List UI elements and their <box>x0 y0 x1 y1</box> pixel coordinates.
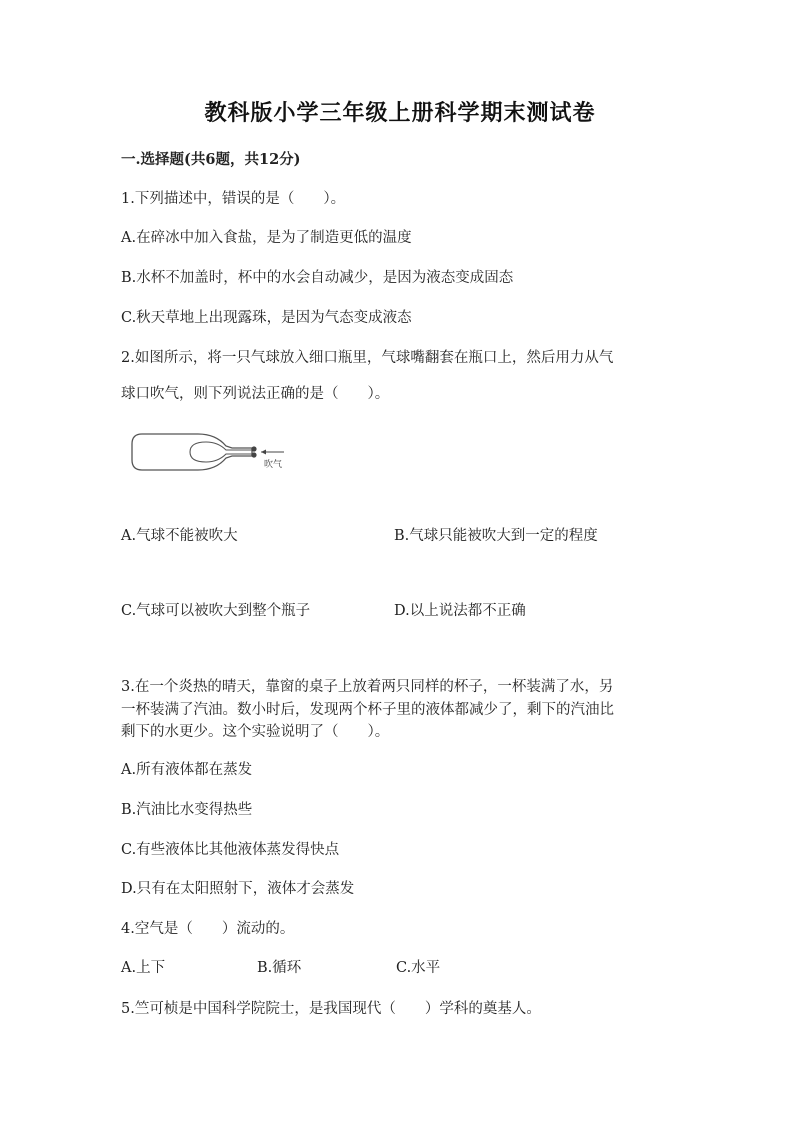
bottle-outline <box>132 434 252 470</box>
figure-label: 吹气 <box>264 460 283 470</box>
question-3-option-b: B.汽油比水变得热些 <box>121 802 253 818</box>
question-1-option-a: A.在碎冰中加入食盐，是为了制造更低的温度 <box>121 230 412 246</box>
question-3-option-c: C.有些液体比其他液体蒸发得快点 <box>121 842 340 858</box>
question-4-option-b: B.循环 <box>257 960 302 976</box>
question-3-option-d: D.只有在太阳照射下，液体才会蒸发 <box>121 881 355 897</box>
balloon-outline <box>190 442 252 462</box>
balloon-bottle-figure <box>128 428 298 478</box>
page-title: 教科版小学三年级上册科学期末测试卷 <box>204 100 596 126</box>
question-5-stem: 5.竺可桢是中国科学院院士，是我国现代（ ）学科的奠基人。 <box>121 1001 541 1017</box>
question-1-option-c: C.秋天草地上出现露珠，是因为气态变成液态 <box>121 310 412 326</box>
question-4-stem: 4.空气是（ ）流动的。 <box>121 921 295 937</box>
question-2-option-d: D.以上说法都不正确 <box>394 603 526 619</box>
question-3-stem-line-2: 一杯装满了汽油。数小时后，发现两个杯子里的液体都减少了，剩下的汽油比 <box>121 702 614 718</box>
section-heading: 一.选择题(共6题，共12分) <box>121 151 301 168</box>
question-2-option-c: C.气球可以被吹大到整个瓶子 <box>121 603 311 619</box>
question-4-option-c: C.水平 <box>396 960 441 976</box>
question-2-option-a: A.气球不能被吹大 <box>121 528 238 544</box>
question-2-stem-line-2: 球口吹气，则下列说法正确的是（ ）。 <box>121 386 390 402</box>
question-2-stem-line-1: 2.如图所示，将一只气球放入细口瓶里，气球嘴翻套在瓶口上，然后用力从气 <box>121 350 614 366</box>
balloon-lip-bottom <box>251 452 256 457</box>
balloon-bottle-diagram <box>128 428 298 478</box>
question-1-stem: 1.下列描述中，错误的是（ ）。 <box>121 191 346 207</box>
question-3-stem-line-3: 剩下的水更少。这个实验说明了（ ）。 <box>121 724 390 740</box>
balloon-lip-top <box>251 446 256 451</box>
question-3-option-a: A.所有液体都在蒸发 <box>121 762 253 778</box>
blow-arrow-head <box>261 450 266 455</box>
question-4-option-a: A.上下 <box>121 960 166 976</box>
question-2-option-b: B.气球只能被吹大到一定的程度 <box>394 528 598 544</box>
question-3-stem-line-1: 3.在一个炎热的晴天，靠窗的桌子上放着两只同样的杯子，一杯装满了水，另 <box>121 679 614 695</box>
question-1-option-b: B.水杯不加盖时，杯中的水会自动减少，是因为液态变成固态 <box>121 270 514 286</box>
